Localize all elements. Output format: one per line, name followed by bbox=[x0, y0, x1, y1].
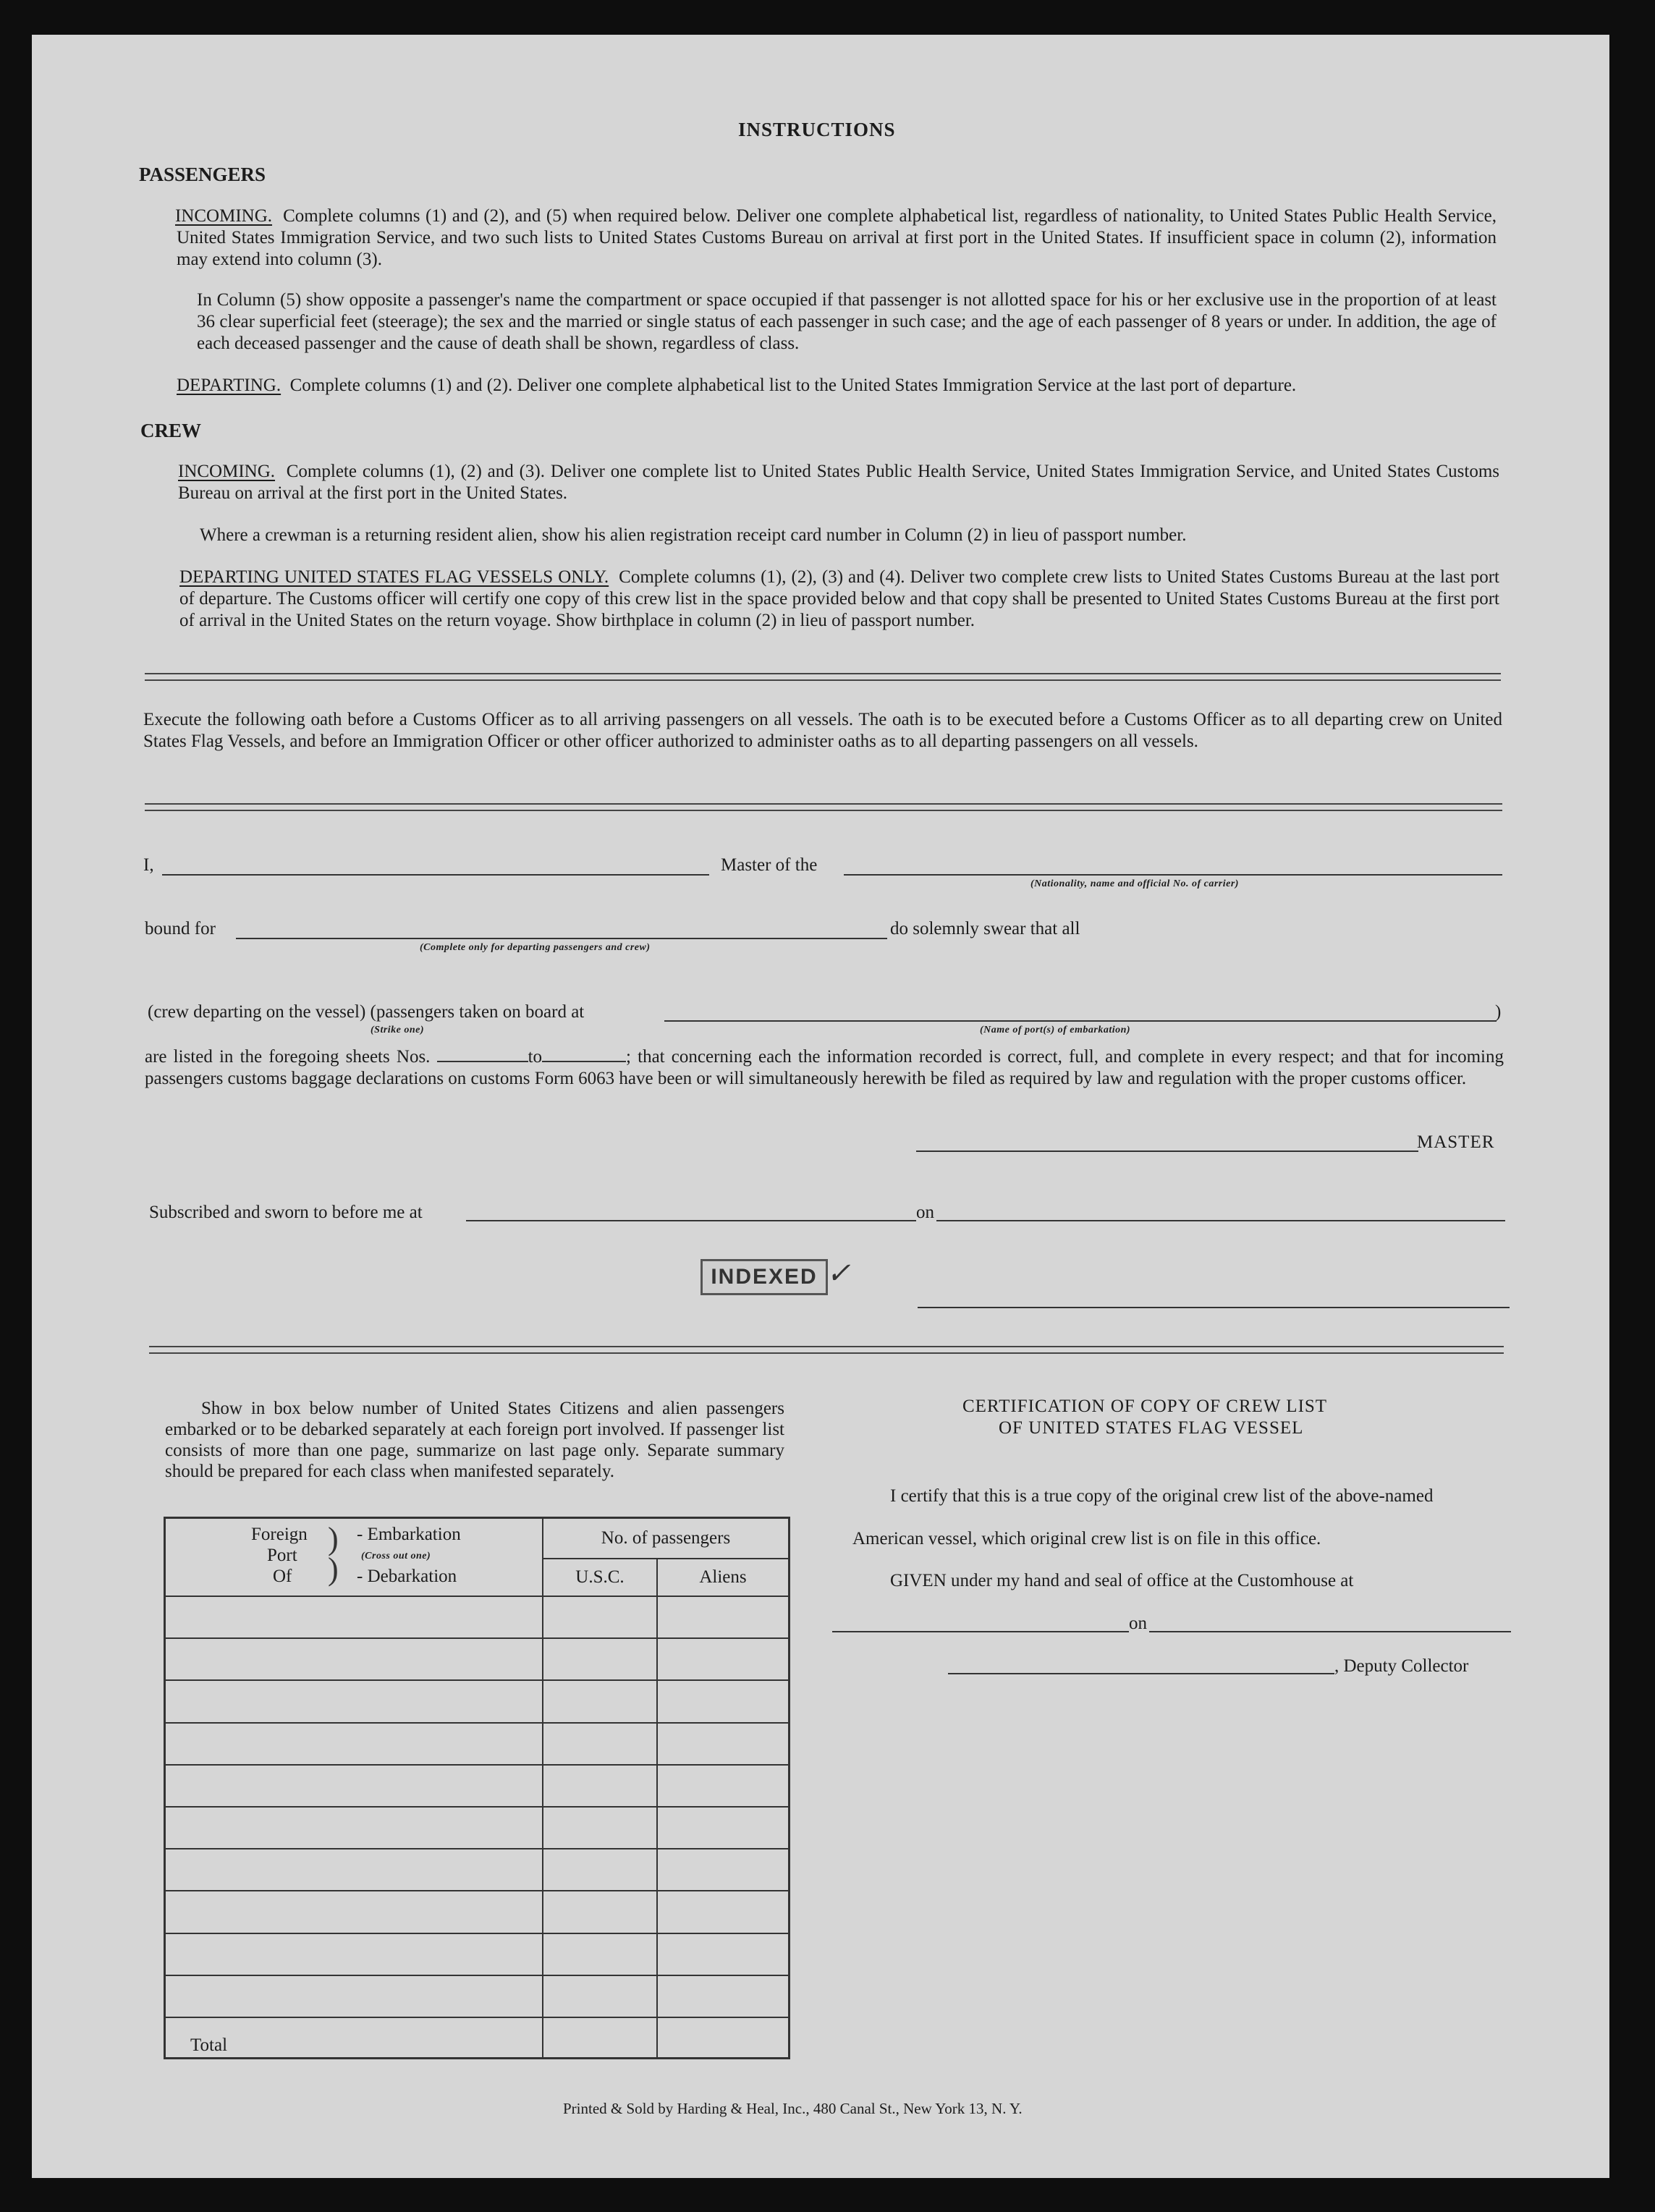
sworn-date-field[interactable] bbox=[936, 1220, 1505, 1221]
foreign-label: Foreign bbox=[251, 1525, 308, 1544]
usc-cell[interactable] bbox=[543, 1596, 657, 1638]
usc-cell[interactable] bbox=[543, 1807, 657, 1849]
table-row bbox=[165, 1680, 790, 1722]
usc-cell[interactable] bbox=[543, 1765, 657, 1807]
usc-cell[interactable] bbox=[543, 1723, 657, 1765]
master-of-the-label: Master of the bbox=[721, 855, 818, 875]
brace-top: ) bbox=[328, 1521, 339, 1556]
port-cell[interactable] bbox=[165, 1807, 543, 1849]
customhouse-field[interactable] bbox=[832, 1631, 1129, 1632]
table-row bbox=[165, 1849, 790, 1891]
aliens-cell[interactable] bbox=[657, 1680, 790, 1722]
crew-departing-text: Complete columns (1), (2), (3) and (4). Deliver two complete crew lists to United States Customs Bureau at the last port of departure. The Customs officer will certify one copy of this crew list in the space provided below and that copy shall be presented to United States Customs Bureau at the first port of arrival in the United States on the return voyage. Show birthplace in column (2) in lieu of passport number. bbox=[179, 567, 1499, 630]
certification-date-field[interactable] bbox=[1149, 1631, 1511, 1632]
of-label: Of bbox=[273, 1567, 292, 1586]
usc-header: U.S.C. bbox=[543, 1559, 657, 1596]
to-label: to bbox=[528, 1047, 543, 1067]
master-name-field[interactable] bbox=[162, 874, 709, 876]
strike-one-caption: (Strike one) bbox=[371, 1025, 425, 1035]
total-usc-cell[interactable] bbox=[543, 2017, 657, 2058]
port-cell[interactable] bbox=[165, 1680, 543, 1722]
certification-title-line2: OF UNITED STATES FLAG VESSEL bbox=[999, 1418, 1304, 1438]
oath-i-label: I, bbox=[143, 855, 154, 875]
usc-cell[interactable] bbox=[543, 1680, 657, 1722]
table-row bbox=[165, 1975, 790, 2017]
aliens-cell[interactable] bbox=[657, 1807, 790, 1849]
bound-for-caption: (Complete only for departing passengers and crew) bbox=[420, 942, 651, 953]
given-text: GIVEN under my hand and seal of office at the Customhouse at bbox=[890, 1571, 1354, 1590]
sworn-place-field[interactable] bbox=[466, 1220, 916, 1221]
table-row bbox=[165, 1596, 790, 1638]
section-divider bbox=[145, 673, 1501, 681]
usc-cell[interactable] bbox=[543, 1975, 657, 2017]
port-cell[interactable] bbox=[165, 1596, 543, 1638]
usc-cell[interactable] bbox=[543, 1638, 657, 1680]
aliens-cell[interactable] bbox=[657, 1765, 790, 1807]
certification-title-line1: CERTIFICATION OF COPY OF CREW LIST bbox=[962, 1397, 1328, 1416]
aliens-cell[interactable] bbox=[657, 1891, 790, 1933]
close-paren: ) bbox=[1495, 1002, 1502, 1022]
crew-incoming-paragraph bbox=[178, 461, 1499, 504]
port-cell[interactable] bbox=[165, 1849, 543, 1891]
port-cell[interactable] bbox=[165, 1765, 543, 1807]
sheet-from-field[interactable] bbox=[437, 1061, 528, 1062]
summary-intro-paragraph bbox=[165, 1398, 784, 1482]
port-label: Port bbox=[267, 1546, 297, 1565]
aliens-cell[interactable] bbox=[657, 1933, 790, 1975]
subscribed-label: Subscribed and sworn to before me at bbox=[149, 1203, 423, 1222]
passengers-column5-text: In Column (5) show opposite a passenger's name the compartment or space occupied if that passenger is not allotted space for his or her exclusive use in the proportion of at least 36 clear superficial feet (steerage); the sex and the married or single status of each passenger in such case; and the age of each passenger of 8 years or under. In addition, the age of each deceased passenger and the cause of death shall be shown, regardless of class. bbox=[197, 290, 1497, 353]
swear-text: do solemnly swear that all bbox=[890, 919, 1080, 938]
instructions-title: INSTRUCTIONS bbox=[738, 119, 896, 140]
crew-alien-paragraph bbox=[200, 525, 1499, 546]
bottom-divider bbox=[149, 1346, 1504, 1354]
aliens-header: Aliens bbox=[657, 1559, 790, 1596]
initials-mark: ✓ bbox=[826, 1257, 851, 1289]
certify-text: I certify that this is a true copy of the original crew list of the above-named bbox=[890, 1486, 1434, 1506]
printer-footer: Printed & Sold by Harding & Heal, Inc., 480 Canal St., New York 13, N. Y. bbox=[563, 2100, 1023, 2117]
bound-for-field[interactable] bbox=[236, 938, 887, 939]
passengers-column5-paragraph bbox=[197, 289, 1497, 355]
deputy-signature-field[interactable] bbox=[948, 1673, 1334, 1674]
passengers-departing-paragraph bbox=[177, 375, 1498, 397]
listed-label: are listed in the foregoing sheets Nos. bbox=[145, 1047, 431, 1067]
aliens-cell[interactable] bbox=[657, 1723, 790, 1765]
port-cell[interactable] bbox=[165, 1933, 543, 1975]
crew-departing-paragraph bbox=[179, 567, 1499, 632]
certification-on-label: on bbox=[1129, 1614, 1147, 1633]
passengers-departing-label: DEPARTING. bbox=[177, 376, 282, 395]
total-row bbox=[165, 2017, 790, 2058]
crew-departing-label: DEPARTING UNITED STATES FLAG VESSELS ONLY. bbox=[179, 567, 609, 587]
aliens-cell[interactable] bbox=[657, 1975, 790, 2017]
port-cell[interactable] bbox=[165, 1891, 543, 1933]
crew-alien-text: Where a crewman is a returning resident alien, show his alien registration receipt card number in Column (2) in lieu of passport number. bbox=[200, 525, 1187, 545]
passenger-summary-table bbox=[164, 1517, 790, 2059]
table-row bbox=[165, 1891, 790, 1933]
nationality-caption: (Nationality, name and official No. of carrier) bbox=[1030, 878, 1239, 889]
master-label: MASTER bbox=[1417, 1132, 1495, 1152]
officer-signature-field[interactable] bbox=[918, 1307, 1510, 1308]
port-cell[interactable] bbox=[165, 1975, 543, 2017]
oath-intro-text: Execute the following oath before a Customs Officer as to all arriving passengers on all vessels. The oath is to be executed before a Customs Officer as to all departing crew on United States Flag Vessels, and before an Immigration Officer or other officer authorized to administer oaths as to all departing passengers on all vessels. bbox=[143, 710, 1502, 751]
port-cell[interactable] bbox=[165, 1638, 543, 1680]
passengers-incoming-text: Complete columns (1) and (2), and (5) when required below. Deliver one complete alphabetical list, regardless of nationality, to United States Public Health Service, United States Immigration Service, and two such lists to United States Customs Bureau on arrival at first port in the United States. If insufficient space in column (2), information may extend into column (3). bbox=[177, 206, 1497, 269]
passengers-incoming-label: INCOMING. bbox=[175, 206, 273, 226]
summary-intro-text: Show in box below number of United States Citizens and alien passengers embarked or to be debarked separately at each foreign port involved. If passenger list consists of more than one page, summarize on last page only. Separate summary should be prepared for each class when manifested separately. bbox=[165, 1399, 784, 1481]
bound-for-label: bound for bbox=[145, 919, 216, 938]
deputy-collector-label: , Deputy Collector bbox=[1334, 1656, 1469, 1676]
master-signature-field[interactable] bbox=[916, 1151, 1418, 1152]
oath-divider bbox=[145, 803, 1502, 811]
usc-cell[interactable] bbox=[543, 1849, 657, 1891]
sworn-on-label: on bbox=[916, 1203, 934, 1222]
port-header-cell bbox=[165, 1518, 543, 1596]
port-cell[interactable] bbox=[165, 1723, 543, 1765]
sheet-to-field[interactable] bbox=[542, 1061, 626, 1062]
crew-heading: CREW bbox=[140, 420, 202, 441]
indexed-stamp: INDEXED bbox=[700, 1259, 828, 1295]
table-row bbox=[165, 1807, 790, 1849]
aliens-cell[interactable] bbox=[657, 1638, 790, 1680]
listed-text: ; that concerning each the information recorded is correct, full, and complete in every respect; and that for incoming passengers customs baggage declarations on customs Form 6063 have been or will simultaneously herewith be filed as required by law and regulation with the proper customs officer. bbox=[145, 1047, 1504, 1088]
table-row bbox=[165, 1765, 790, 1807]
carrier-field[interactable] bbox=[844, 874, 1502, 876]
listed-paragraph bbox=[145, 1046, 1504, 1090]
table-row bbox=[165, 1723, 790, 1765]
total-label: Total bbox=[165, 2017, 543, 2058]
aliens-cell[interactable] bbox=[657, 1849, 790, 1891]
crew-incoming-text: Complete columns (1), (2) and (3). Deliver one complete list to United States Public Health Service, United States Immigration Service, and United States Customs Bureau on arrival at the first port in the United States. bbox=[178, 462, 1499, 503]
american-vessel-text: American vessel, which original crew list is on file in this office. bbox=[852, 1529, 1321, 1548]
usc-cell[interactable] bbox=[543, 1933, 657, 1975]
cross-out-caption: (Cross out one) bbox=[361, 1551, 431, 1561]
passengers-departing-text: Complete columns (1) and (2). Deliver one complete alphabetical list to the United States Immigration Service at the last port of departure. bbox=[289, 376, 1297, 395]
debarkation-label: - Debarkation bbox=[357, 1567, 457, 1586]
brace-bottom: ) bbox=[328, 1551, 339, 1587]
port-caption: (Name of port(s) of embarkation) bbox=[980, 1025, 1131, 1035]
total-aliens-cell[interactable] bbox=[657, 2017, 790, 2058]
oath-intro-paragraph bbox=[143, 709, 1502, 753]
usc-cell[interactable] bbox=[543, 1891, 657, 1933]
table-row bbox=[165, 1638, 790, 1680]
crew-incoming-label: INCOMING. bbox=[178, 462, 276, 481]
no-of-passengers-header: No. of passengers bbox=[543, 1518, 790, 1559]
crew-departing-text: (crew departing on the vessel) (passengers taken on board at bbox=[148, 1002, 585, 1022]
port-embarkation-field[interactable] bbox=[664, 1020, 1497, 1022]
aliens-cell[interactable] bbox=[657, 1596, 790, 1638]
passengers-heading: PASSENGERS bbox=[139, 164, 266, 185]
embarkation-label: - Embarkation bbox=[357, 1525, 461, 1544]
passengers-incoming-paragraph bbox=[177, 205, 1497, 271]
table-row bbox=[165, 1933, 790, 1975]
